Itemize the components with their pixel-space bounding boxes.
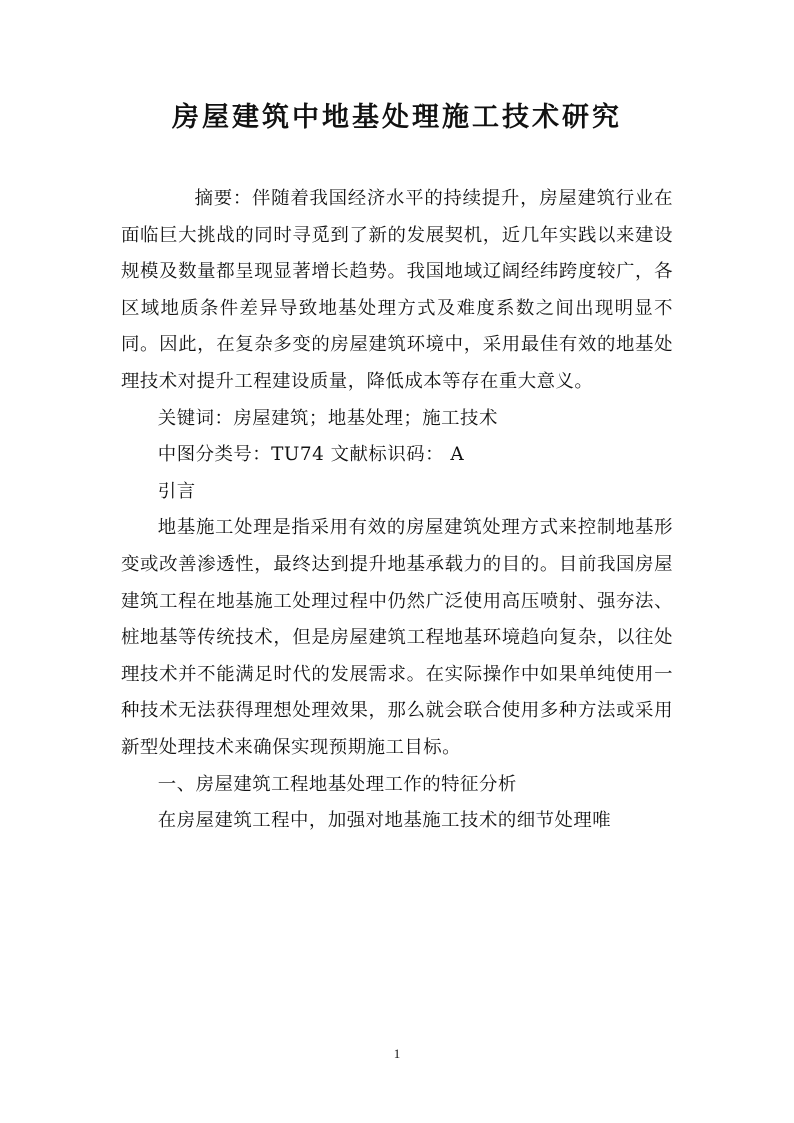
section1-heading: 一、房屋建筑工程地基处理工作的特征分析 bbox=[157, 773, 517, 795]
keywords-line: 关键词：房屋建筑；地基处理；施工技术 bbox=[157, 407, 498, 429]
page-title: 房屋建筑中地基处理施工技术研究 bbox=[172, 102, 622, 133]
abstract-paragraph: 摘要：伴随着我国经济水平的持续提升，房屋建筑行业在面临巨大挑战的同时寻觅到了新的发展契机，近几年实践以来建设规模及数量都呈现显著增长趋势。我国地域辽阔经纬跨度较广，各区域地质条件差异导致地基处理方式及难度系数之间出现明显不同。因此，在复杂多变的房屋建筑环境中，采用最佳有效的地基处理技术对提升工程建设质量，降低成本等存在重大意义。 bbox=[121, 188, 673, 392]
document-body bbox=[121, 181, 673, 840]
classification-line: 中图分类号：TU74 文献标识码： A bbox=[157, 444, 465, 466]
page-number: 1 bbox=[393, 1046, 401, 1061]
section1-paragraph: 在房屋建筑工程中，加强对地基施工技术的细节处理唯 bbox=[157, 810, 612, 832]
intro-heading: 引言 bbox=[157, 480, 196, 502]
intro-paragraph: 地基施工处理是指采用有效的房屋建筑处理方式来控制地基形变或改善渗透性，最终达到提升地基承载力的目的。目前我国房屋建筑工程在地基施工处理过程中仍然广泛使用高压喷射、强夯法、桩地基等传统技术，但是房屋建筑工程地基环境趋向复杂，以往处理技术并不能满足时代的发展需求。在实际操作中如果单纯使用一种技术无法获得理想处理效果，那么就会联合使用多种方法或采用新型处理技术来确保实现预期施工目标。 bbox=[121, 517, 673, 758]
